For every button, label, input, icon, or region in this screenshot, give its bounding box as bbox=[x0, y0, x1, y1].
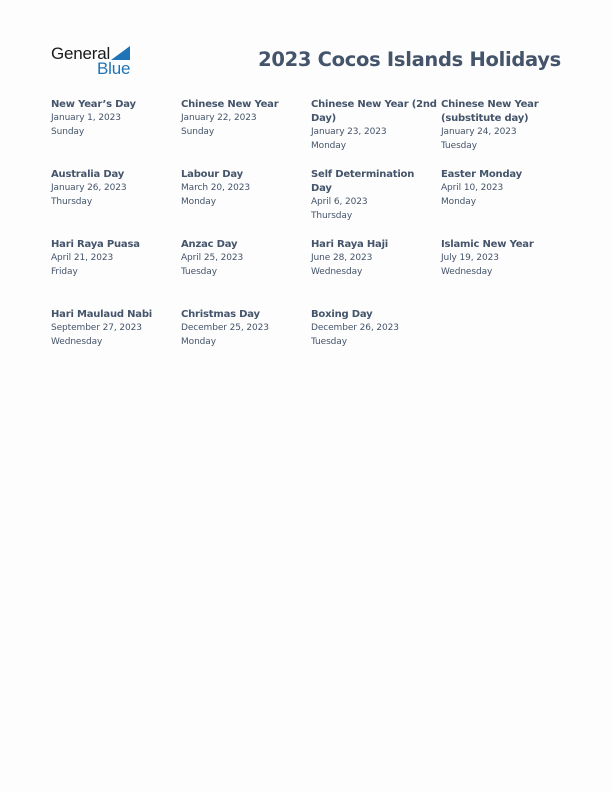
holiday-item bbox=[51, 308, 177, 349]
page-title: 2023 Cocos Islands Holidays bbox=[258, 48, 561, 71]
holiday-weekday: Sunday bbox=[181, 126, 215, 137]
holiday-date: December 25, 2023 bbox=[181, 323, 269, 333]
holiday-name: Hari Raya Puasa bbox=[51, 239, 140, 250]
holiday-date: January 24, 2023 bbox=[441, 127, 517, 137]
holiday-weekday: Monday bbox=[181, 336, 216, 347]
logo-general-text: General bbox=[51, 44, 111, 63]
holiday-date: April 10, 2023 bbox=[441, 183, 504, 193]
holiday-date: September 27, 2023 bbox=[51, 323, 142, 333]
holiday-weekday: Monday bbox=[181, 196, 216, 207]
holiday-weekday: Wednesday bbox=[51, 336, 103, 347]
holiday-weekday: Thursday bbox=[51, 196, 93, 207]
holiday-weekday: Wednesday bbox=[441, 266, 493, 277]
holiday-item bbox=[311, 238, 437, 279]
holiday-name: Chinese New Year bbox=[181, 99, 279, 110]
holiday-name: Hari Raya Haji bbox=[311, 239, 389, 250]
holiday-date: April 6, 2023 bbox=[311, 197, 368, 207]
holiday-name: Labour Day bbox=[181, 169, 243, 180]
holiday-item bbox=[51, 238, 177, 279]
holiday-name: Boxing Day bbox=[311, 309, 373, 320]
holiday-date: January 22, 2023 bbox=[181, 113, 257, 123]
holiday-item bbox=[51, 168, 177, 209]
holiday-weekday: Monday bbox=[311, 140, 346, 151]
holiday-date: July 19, 2023 bbox=[441, 253, 499, 263]
holiday-item bbox=[311, 308, 437, 349]
holiday-item bbox=[311, 168, 437, 223]
holiday-item bbox=[181, 238, 307, 279]
holiday-weekday: Wednesday bbox=[311, 266, 363, 277]
holiday-name: Self Determination Day bbox=[311, 169, 415, 194]
holiday-weekday: Tuesday bbox=[311, 336, 347, 347]
holiday-date: January 26, 2023 bbox=[51, 183, 127, 193]
holiday-item bbox=[441, 168, 567, 209]
holiday-item bbox=[441, 238, 567, 279]
holiday-weekday: Monday bbox=[441, 196, 476, 207]
logo-triangle-icon bbox=[111, 46, 130, 60]
holiday-item bbox=[181, 308, 307, 349]
holiday-name: Anzac Day bbox=[181, 239, 238, 250]
holiday-weekday: Thursday bbox=[311, 210, 353, 221]
holiday-name: Hari Maulaud Nabi bbox=[51, 309, 153, 320]
holiday-name: Easter Monday bbox=[441, 169, 522, 180]
holiday-date: June 28, 2023 bbox=[311, 253, 373, 263]
holiday-item bbox=[181, 168, 307, 209]
holiday-item bbox=[441, 98, 567, 153]
holiday-weekday: Friday bbox=[51, 266, 78, 277]
holiday-name: Islamic New Year bbox=[441, 239, 534, 250]
holiday-name: New Year’s Day bbox=[51, 99, 136, 110]
generalblue-logo bbox=[51, 44, 141, 78]
holiday-name: Christmas Day bbox=[181, 309, 260, 320]
logo-blue-text: Blue bbox=[97, 59, 131, 78]
holiday-date: January 23, 2023 bbox=[311, 127, 387, 137]
holiday-weekday: Tuesday bbox=[441, 140, 477, 151]
holiday-name: Australia Day bbox=[51, 169, 125, 180]
holiday-item bbox=[51, 98, 177, 139]
holiday-weekday: Sunday bbox=[51, 126, 85, 137]
holiday-date: April 25, 2023 bbox=[181, 253, 244, 263]
holiday-weekday: Tuesday bbox=[181, 266, 217, 277]
holiday-date: December 26, 2023 bbox=[311, 323, 399, 333]
holiday-item bbox=[311, 98, 437, 153]
holiday-date: April 21, 2023 bbox=[51, 253, 114, 263]
holiday-date: March 20, 2023 bbox=[181, 183, 250, 193]
holiday-name: Chinese New Year (2nd Day) bbox=[311, 99, 437, 124]
holiday-item bbox=[181, 98, 307, 139]
holiday-name: Chinese New Year (substitute day) bbox=[441, 99, 539, 124]
holiday-date: January 1, 2023 bbox=[51, 113, 121, 123]
